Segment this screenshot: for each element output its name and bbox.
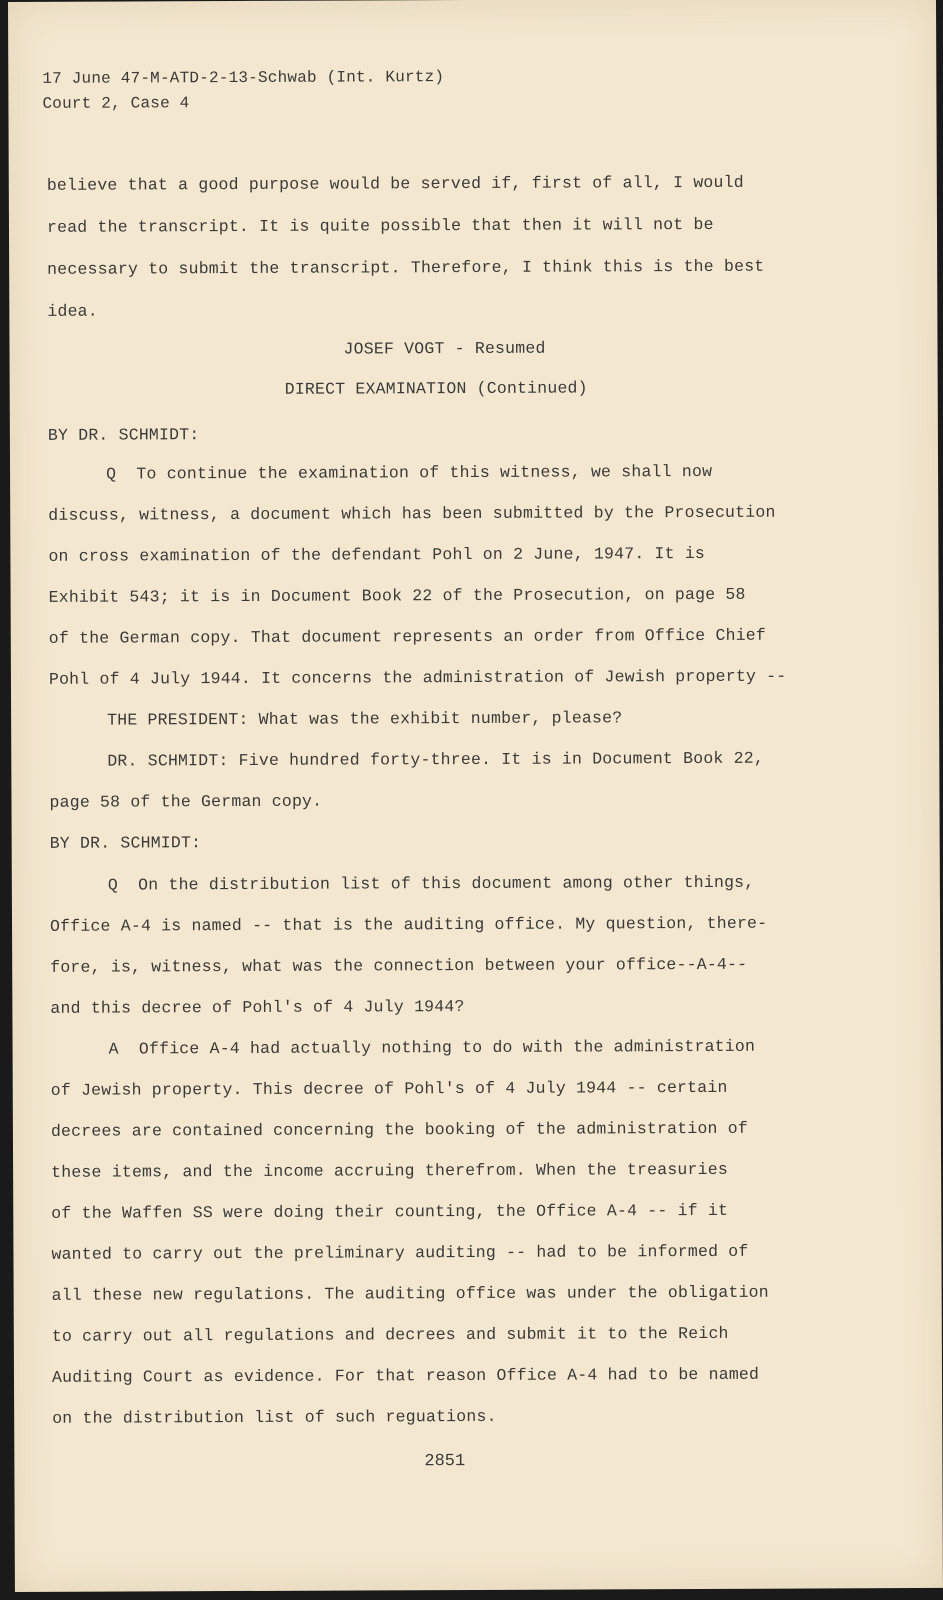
text-line: Q To continue the examination of this witness, we shall now <box>106 461 713 484</box>
text-line: on cross examination of the defendant Pohl on 2 June, 1947. It is <box>48 543 706 566</box>
text-line: A Office A-4 had actually nothing to do with the administration <box>108 1036 756 1059</box>
page-number: 2851 <box>424 1452 466 1472</box>
text-line: of the Waffen SS were doing their counting, the Office A-4 -- if it <box>51 1200 729 1223</box>
text-line: fore, is, witness, what was the connection between your office--A-4-- <box>50 954 748 977</box>
text-line: of Jewish property. This decree of Pohl's of 4 July 1944 -- certain <box>50 1077 728 1100</box>
header-line-2: Court 2, Case 4 <box>42 94 190 113</box>
text-line: Auditing Court as evidence. For that reason Office A-4 had to be named <box>51 1364 760 1387</box>
speaker-label: BY DR. SCHMIDT: <box>49 833 202 853</box>
text-line: Exhibit 543; it is in Document Book 22 of the Prosecution, on page 58 <box>48 584 746 607</box>
text-line: discuss, witness, a document which has been submitted by the Prosecution <box>48 502 776 525</box>
text-line: Q On the distribution list of this document among other things, <box>107 872 755 895</box>
text-line: and this decree of Pohl's of 4 July 1944? <box>50 997 465 1018</box>
text-line: on the distribution list of such reguations. <box>52 1406 497 1428</box>
text-line: wanted to carry out the preliminary auditing -- had to be informed of <box>51 1241 749 1264</box>
text-line: of the German copy. That document represents an order from Office Chief <box>48 625 767 648</box>
text-line: all these new regulations. The auditing office was under the obligation <box>51 1282 769 1305</box>
text-line: DR. SCHMIDT: Five hundred forty-three. It is in Document Book 22, <box>107 748 764 771</box>
text-line: Pohl of 4 July 1944. It concerns the administration of Jewish property -- <box>48 666 787 689</box>
text-line: necessary to submit the transcript. Therefore, I think this is the best <box>47 256 765 279</box>
text-line: read the transcript. It is quite possible that then it will not be <box>46 214 714 237</box>
speaker-label: BY DR. SCHMIDT: <box>47 425 200 445</box>
text-line: to carry out all regulations and decrees and submit it to the Reich <box>51 1323 729 1346</box>
text-line: decrees are contained concerning the booking of the administration of <box>50 1118 748 1141</box>
header-line-1: 17 June 47-M-ATD-2-13-Schwab (Int. Kurtz) <box>42 68 445 88</box>
section-subheading: DIRECT EXAMINATION (Continued) <box>284 378 588 399</box>
text-line: Office A-4 is named -- that is the auditing office. My question, there- <box>49 913 768 936</box>
text-line: these items, and the income accruing therefrom. When the treasuries <box>51 1159 728 1182</box>
text-line: believe that a good purpose would be served if, first of all, I would <box>46 172 744 195</box>
section-heading: JOSEF VOGT - Resumed <box>343 338 546 359</box>
text-line: THE PRESIDENT: What was the exhibit number, please? <box>107 708 623 730</box>
text-line: page 58 of the German copy. <box>49 791 323 812</box>
text-line: idea. <box>47 301 98 321</box>
document-page <box>8 0 943 1592</box>
